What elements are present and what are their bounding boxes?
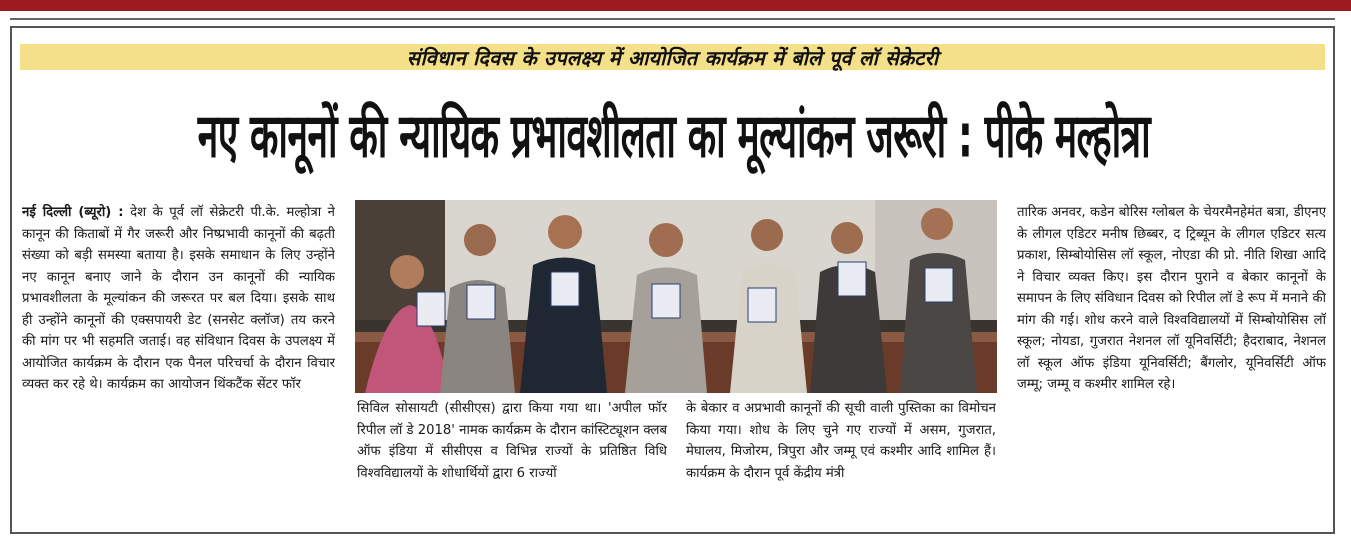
masthead-color-bar [0, 0, 1351, 11]
column-3-text: के बेकार व अप्रभावी कानूनों की सूची वाली पुस्तिका का विमोचन किया गया। शोध के लिए चुने गए राज्यों में असम, गुजरात, मेघालय, मिजोरम, त्रिपुरा और जम्मू एवं कश्मीर आदि शामिल हैं। कार्यक्रम के दौरान पूर्व केंद्रीय मंत्री [686, 401, 996, 481]
article-column-2 [357, 398, 667, 524]
article-column-1 [22, 202, 335, 524]
dateline: नई दिल्ली (ब्यूरो) : [22, 205, 124, 220]
column-4-text: तारिक अनवर, कडेन बोरिस ग्लोबल के चेयरमैनहेमंत बत्रा, डीएनए के लीगल एडिटर मनीष छिब्बर, द ट्रिब्यून के लीगल एडिटर सत्य प्रकाश, सिम्बोयोसिस लॉ स्कूल, नोएडा की प्रो. नीति शिखा आदि ने विचार व्यक्त किए। इस दौरान पुराने व बेकार कानूनों के समापन के लिए संविधान दिवस को रिपील लॉ डे रूप में मनाने की मांग की गई। शोध करने वाले विश्वविद्यालयों में सिम्बोयोसिस लॉ स्कूल; नोयडा, गुजरात नेशनल लॉ यूनिवर्सिटी; हैदराबाद, नेशनल लॉ स्कूल ऑफ इंडिया यूनिवर्सिटी; बैंगलोर, यूनिवर्सिटी ऑफ जम्मू; जम्मू व कश्मीर शामिल रहे। [1017, 205, 1326, 392]
kicker-band [20, 44, 1325, 70]
headline: नए कानूनों की न्यायिक प्रभावशीलता का मूल्यांकन जरूरी : पीके मल्होत्रा [197, 101, 1151, 172]
column-1-text: देश के पूर्व लॉ सेक्रेटरी पी.के. मल्होत्रा ने कानून की किताबों में गैर जरूरी और निष्प्रभावी कानूनों की बढ़ती संख्या को बड़ी समस्या बताया है। इसके समाधान के लिए उन्होंने नए कानून बनाए जाने के दौरान उन कानूनों की न्यायिक प्रभावशीलता के मूल्यांकन की जरूरत पर बल दिया। इसके साथ ही उन्होंने कानूनों की एक्सपायरी डेट (सनसेट क्लॉज) तय करने की मांग पर भी सहमति जताई। वह संविधान दिवस के उपलक्ष्य में आयोजित कार्यक्रम के दौरान एक पैनल परिचर्चा के दौरान विचार व्यक्त कर रहे थे। कार्यक्रम का आयोजन थिंकटैंक सेंटर फॉर [22, 205, 335, 392]
article-column-4 [1017, 202, 1326, 524]
event-photo [355, 200, 997, 393]
article-column-3 [686, 398, 996, 524]
headline-container [18, 84, 1330, 182]
kicker-text: संविधान दिवस के उपलक्ष्य में आयोजित कार्यक्रम में बोले पूर्व लॉ सेक्रेटरी [406, 45, 939, 70]
event-photo-illustration [355, 200, 997, 393]
top-rule [10, 18, 1335, 20]
column-2-text: सिविल सोसायटी (सीसीएस) द्वारा किया गया था। 'अपील फॉर रिपील लॉ डे 2018' नामक कार्यक्रम के दौरान कांस्टिट्यूशन क्लब ऑफ इंडिया में सीसीएस व विभिन्न राज्यों के प्रतिष्ठित विधि विश्वविद्यालयों के शोधार्थियों द्वारा 6 राज्यों [357, 401, 667, 481]
